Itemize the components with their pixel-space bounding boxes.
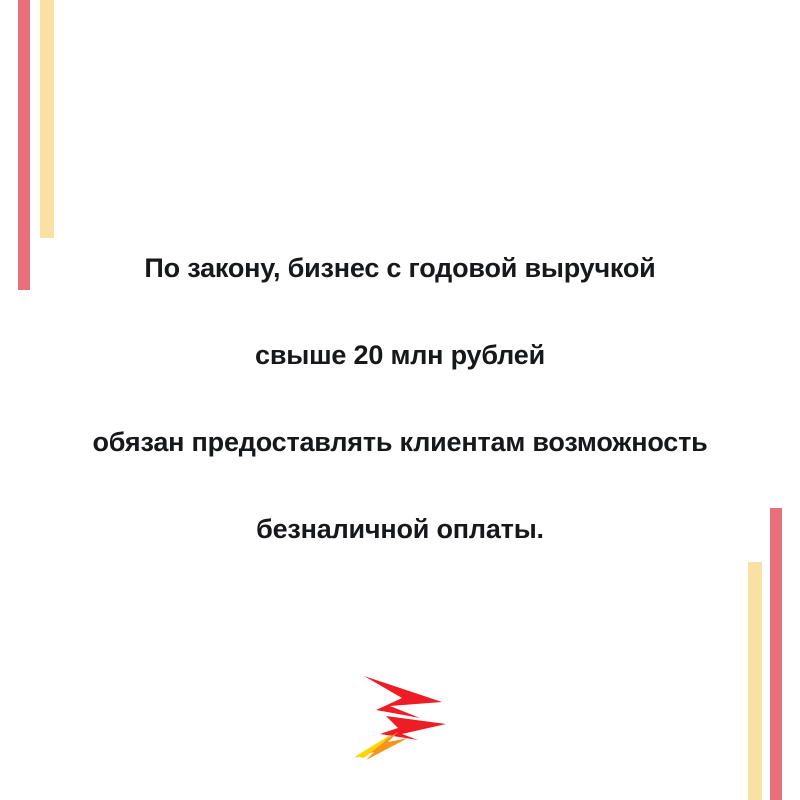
card-text-block (0, 225, 800, 573)
card-text-line-4: безналичной оплаты. (256, 514, 544, 544)
card-text-line-3: обязан предоставлять клиентам возможность (92, 427, 708, 457)
card-text-line-1: По закону, бизнес с годовой выручкой (144, 253, 656, 283)
arrow-lightning-logo-icon (346, 668, 468, 768)
card-text-line-2: свыше 20 млн рублей (255, 340, 545, 370)
decoration-yellow-bar-bottom-right (748, 562, 762, 800)
decoration-yellow-bar-top-left (40, 0, 54, 238)
